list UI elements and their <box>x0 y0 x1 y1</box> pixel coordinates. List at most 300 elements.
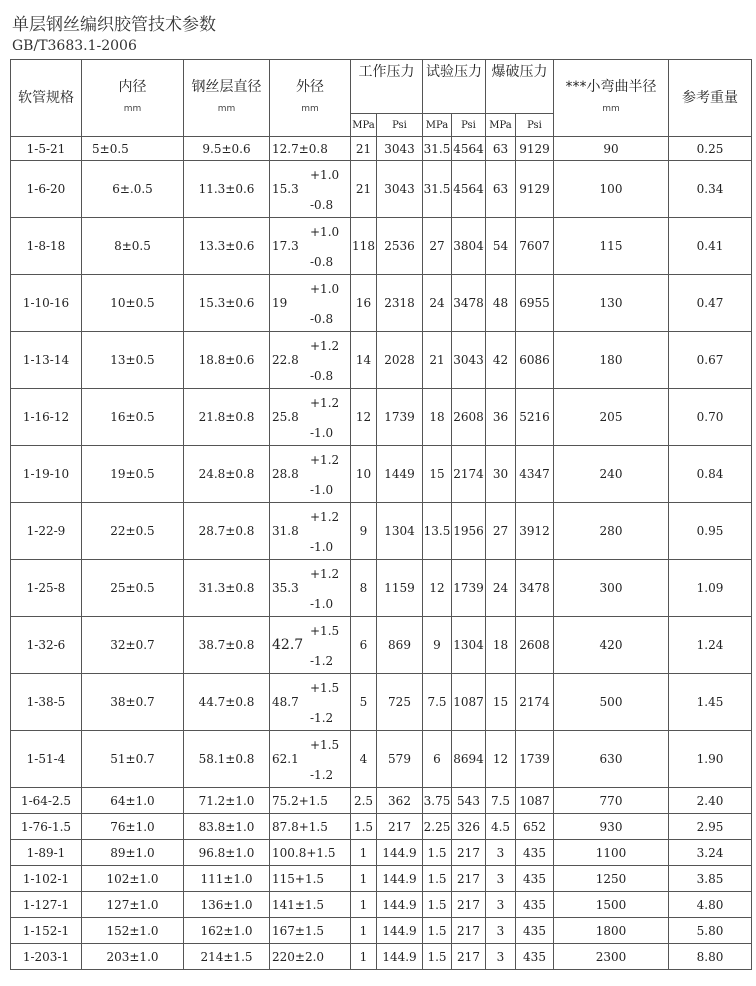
cell-bp: 9129 <box>516 161 554 218</box>
cell-bend: 300 <box>554 560 669 617</box>
cell-tm: 1.5 <box>423 866 452 892</box>
cell-inner: 6±.0.5 <box>82 161 184 218</box>
cell-bend: 1800 <box>554 918 669 944</box>
cell-wire: 18.8±0.6 <box>184 332 270 389</box>
cell-bp: 4347 <box>516 446 554 503</box>
cell-od: 12.7±0.8 <box>270 137 351 161</box>
cell-weight: 1.24 <box>669 617 752 674</box>
table-row <box>11 918 752 944</box>
table-row <box>11 332 752 389</box>
cell-od <box>270 275 351 332</box>
cell-spec: 1-19-10 <box>11 446 82 503</box>
cell-tp: 3043 <box>452 332 486 389</box>
cell-tm: 21 <box>423 332 452 389</box>
cell-inner: 64±1.0 <box>82 788 184 814</box>
od-base: 28.8 <box>272 467 299 481</box>
cell-wp: 1739 <box>377 389 423 446</box>
od-lower-tolerance: -1.0 <box>310 483 334 497</box>
cell-tm: 13.5 <box>423 503 452 560</box>
cell-wp: 1159 <box>377 560 423 617</box>
cell-wire: 38.7±0.8 <box>184 617 270 674</box>
cell-od <box>270 674 351 731</box>
cell-wp: 144.9 <box>377 944 423 970</box>
cell-od <box>270 161 351 218</box>
cell-tm: 31.5 <box>423 161 452 218</box>
cell-wm: 8 <box>351 560 377 617</box>
cell-bp: 3478 <box>516 560 554 617</box>
cell-bp: 7607 <box>516 218 554 275</box>
header-bend <box>554 60 669 137</box>
page-title: 单层钢丝编织胶管技术参数 <box>12 15 216 35</box>
cell-spec: 1-6-20 <box>11 161 82 218</box>
header-work-mpa: MPa <box>351 114 377 137</box>
cell-tm: 15 <box>423 446 452 503</box>
table-row <box>11 944 752 970</box>
cell-bm: 63 <box>486 161 516 218</box>
cell-wp: 869 <box>377 617 423 674</box>
header-burst-psi: Psi <box>516 114 554 137</box>
cell-bend: 240 <box>554 446 669 503</box>
header-bend-unit: mm <box>602 104 620 114</box>
cell-wm: 1.5 <box>351 814 377 840</box>
table-row <box>11 731 752 788</box>
od-lower-tolerance: -1.2 <box>310 711 334 725</box>
cell-bend: 1250 <box>554 866 669 892</box>
cell-spec: 1-51-4 <box>11 731 82 788</box>
cell-wire: 28.7±0.8 <box>184 503 270 560</box>
cell-wp: 144.9 <box>377 866 423 892</box>
cell-bm: 3 <box>486 892 516 918</box>
cell-spec: 1-22-9 <box>11 503 82 560</box>
od-upper-tolerance: +1.0 <box>310 225 340 239</box>
od-base: 35.3 <box>272 581 299 595</box>
cell-spec: 1-10-16 <box>11 275 82 332</box>
table-row <box>11 446 752 503</box>
cell-weight: 0.47 <box>669 275 752 332</box>
cell-bm: 54 <box>486 218 516 275</box>
cell-tp: 217 <box>452 944 486 970</box>
cell-wire: 83.8±1.0 <box>184 814 270 840</box>
cell-bm: 3 <box>486 918 516 944</box>
cell-weight: 8.80 <box>669 944 752 970</box>
cell-bend: 1100 <box>554 840 669 866</box>
od-upper-tolerance: +1.5 <box>310 624 340 638</box>
cell-spec: 1-8-18 <box>11 218 82 275</box>
cell-bp: 5216 <box>516 389 554 446</box>
od-upper-tolerance: +1.2 <box>310 396 340 410</box>
cell-wm: 1 <box>351 944 377 970</box>
cell-bp: 1087 <box>516 788 554 814</box>
cell-bend: 930 <box>554 814 669 840</box>
od-lower-tolerance: -1.2 <box>310 654 334 668</box>
cell-spec: 1-16-12 <box>11 389 82 446</box>
cell-bm: 36 <box>486 389 516 446</box>
header-work-psi: Psi <box>377 114 423 137</box>
cell-bend: 180 <box>554 332 669 389</box>
cell-wp: 1304 <box>377 503 423 560</box>
cell-bm: 15 <box>486 674 516 731</box>
cell-tp: 1739 <box>452 560 486 617</box>
header-wire-unit: mm <box>217 104 236 114</box>
header-outer-label: 外径 <box>296 79 324 95</box>
cell-weight: 0.95 <box>669 503 752 560</box>
od-base: 22.8 <box>272 353 299 367</box>
cell-tp: 217 <box>452 892 486 918</box>
cell-bend: 205 <box>554 389 669 446</box>
cell-tm: 6 <box>423 731 452 788</box>
cell-inner: 16±0.5 <box>82 389 184 446</box>
cell-wp: 725 <box>377 674 423 731</box>
cell-weight: 1.45 <box>669 674 752 731</box>
table-row <box>11 389 752 446</box>
cell-weight: 1.09 <box>669 560 752 617</box>
cell-od <box>270 503 351 560</box>
table-row <box>11 275 752 332</box>
od-base: 31.8 <box>272 524 299 538</box>
cell-inner: 10±0.5 <box>82 275 184 332</box>
cell-wm: 1 <box>351 840 377 866</box>
cell-wm: 10 <box>351 446 377 503</box>
header-inner-label: 内径 <box>118 79 147 95</box>
cell-inner: 89±1.0 <box>82 840 184 866</box>
cell-bp: 9129 <box>516 137 554 161</box>
cell-wire: 24.8±0.8 <box>184 446 270 503</box>
header-outer <box>270 60 351 137</box>
cell-od <box>270 617 351 674</box>
cell-wire: 44.7±0.8 <box>184 674 270 731</box>
cell-spec: 1-127-1 <box>11 892 82 918</box>
cell-bend: 2300 <box>554 944 669 970</box>
cell-wp: 3043 <box>377 161 423 218</box>
cell-wire: 31.3±0.8 <box>184 560 270 617</box>
cell-wp: 362 <box>377 788 423 814</box>
cell-bm: 4.5 <box>486 814 516 840</box>
cell-bp: 1739 <box>516 731 554 788</box>
cell-bend: 1500 <box>554 892 669 918</box>
cell-od <box>270 332 351 389</box>
cell-bm: 24 <box>486 560 516 617</box>
cell-wm: 12 <box>351 389 377 446</box>
cell-bm: 18 <box>486 617 516 674</box>
cell-wire: 15.3±0.6 <box>184 275 270 332</box>
cell-tm: 27 <box>423 218 452 275</box>
cell-inner: 51±0.7 <box>82 731 184 788</box>
cell-wire: 96.8±1.0 <box>184 840 270 866</box>
cell-tp: 217 <box>452 866 486 892</box>
cell-spec: 1-89-1 <box>11 840 82 866</box>
cell-od <box>270 389 351 446</box>
cell-tm: 24 <box>423 275 452 332</box>
cell-wm: 5 <box>351 674 377 731</box>
cell-bp: 435 <box>516 892 554 918</box>
cell-inner: 13±0.5 <box>82 332 184 389</box>
cell-tm: 12 <box>423 560 452 617</box>
cell-od: 100.8+1.5 <box>270 840 351 866</box>
cell-tp: 1956 <box>452 503 486 560</box>
cell-weight: 4.80 <box>669 892 752 918</box>
cell-bp: 435 <box>516 866 554 892</box>
cell-tm: 1.5 <box>423 892 452 918</box>
cell-wm: 16 <box>351 275 377 332</box>
cell-wire: 21.8±0.8 <box>184 389 270 446</box>
cell-bend: 500 <box>554 674 669 731</box>
header-test: 试验压力 <box>423 60 486 114</box>
cell-wire: 71.2±1.0 <box>184 788 270 814</box>
od-base: 25.8 <box>272 410 299 424</box>
od-upper-tolerance: +1.2 <box>310 510 340 524</box>
cell-inner: 19±0.5 <box>82 446 184 503</box>
cell-od <box>270 731 351 788</box>
od-lower-tolerance: -1.2 <box>310 768 334 782</box>
table-row <box>11 814 752 840</box>
table-row <box>11 674 752 731</box>
cell-bend: 115 <box>554 218 669 275</box>
cell-bm: 3 <box>486 866 516 892</box>
header-wire-label: 钢丝层直径 <box>191 79 262 95</box>
cell-wire: 111±1.0 <box>184 866 270 892</box>
od-lower-tolerance: -0.8 <box>310 255 334 269</box>
cell-bend: 630 <box>554 731 669 788</box>
table-row <box>11 840 752 866</box>
cell-weight: 0.67 <box>669 332 752 389</box>
cell-bend: 280 <box>554 503 669 560</box>
od-base: 62.1 <box>272 752 299 766</box>
cell-bp: 2174 <box>516 674 554 731</box>
cell-spec: 1-25-8 <box>11 560 82 617</box>
cell-tp: 3804 <box>452 218 486 275</box>
cell-bm: 27 <box>486 503 516 560</box>
cell-weight: 0.70 <box>669 389 752 446</box>
cell-wm: 21 <box>351 161 377 218</box>
cell-wm: 21 <box>351 137 377 161</box>
cell-weight: 0.34 <box>669 161 752 218</box>
cell-inner: 32±0.7 <box>82 617 184 674</box>
cell-tp: 4564 <box>452 137 486 161</box>
cell-inner: 102±1.0 <box>82 866 184 892</box>
cell-od <box>270 446 351 503</box>
header-burst: 爆破压力 <box>486 60 554 114</box>
cell-inner: 22±0.5 <box>82 503 184 560</box>
cell-wm: 14 <box>351 332 377 389</box>
cell-weight: 3.85 <box>669 866 752 892</box>
cell-tm: 7.5 <box>423 674 452 731</box>
cell-inner: 5±0.5 <box>82 137 184 161</box>
cell-wp: 144.9 <box>377 892 423 918</box>
od-lower-tolerance: -1.0 <box>310 540 334 554</box>
cell-wire: 214±1.5 <box>184 944 270 970</box>
cell-bm: 63 <box>486 137 516 161</box>
od-upper-tolerance: +1.2 <box>310 453 340 467</box>
cell-weight: 0.41 <box>669 218 752 275</box>
cell-spec: 1-152-1 <box>11 918 82 944</box>
header-inner-unit: mm <box>123 104 142 114</box>
cell-wp: 217 <box>377 814 423 840</box>
table-row <box>11 218 752 275</box>
od-base: 42.7 <box>272 637 304 653</box>
cell-weight: 3.24 <box>669 840 752 866</box>
cell-tm: 9 <box>423 617 452 674</box>
cell-bend: 130 <box>554 275 669 332</box>
cell-bp: 6086 <box>516 332 554 389</box>
cell-bp: 435 <box>516 944 554 970</box>
cell-bp: 652 <box>516 814 554 840</box>
cell-wp: 144.9 <box>377 918 423 944</box>
cell-wire: 13.3±0.6 <box>184 218 270 275</box>
table-row <box>11 617 752 674</box>
spec-table <box>10 59 752 970</box>
cell-tm: 1.5 <box>423 840 452 866</box>
cell-inner: 76±1.0 <box>82 814 184 840</box>
cell-tp: 4564 <box>452 161 486 218</box>
cell-wm: 2.5 <box>351 788 377 814</box>
cell-spec: 1-64-2.5 <box>11 788 82 814</box>
header-burst-mpa: MPa <box>486 114 516 137</box>
cell-bend: 770 <box>554 788 669 814</box>
cell-bm: 48 <box>486 275 516 332</box>
cell-spec: 1-38-5 <box>11 674 82 731</box>
cell-spec: 1-32-6 <box>11 617 82 674</box>
cell-tp: 1304 <box>452 617 486 674</box>
header-work: 工作压力 <box>351 60 423 114</box>
cell-bend: 420 <box>554 617 669 674</box>
cell-tm: 31.5 <box>423 137 452 161</box>
table-row <box>11 892 752 918</box>
cell-wp: 1449 <box>377 446 423 503</box>
table-row <box>11 788 752 814</box>
od-lower-tolerance: -0.8 <box>310 369 334 383</box>
header-test-mpa: MPa <box>423 114 452 137</box>
cell-bp: 435 <box>516 918 554 944</box>
cell-tp: 543 <box>452 788 486 814</box>
cell-od: 220±2.0 <box>270 944 351 970</box>
cell-bp: 6955 <box>516 275 554 332</box>
cell-spec: 1-203-1 <box>11 944 82 970</box>
od-lower-tolerance: -0.8 <box>310 312 334 326</box>
header-outer-unit: mm <box>301 104 319 114</box>
od-base: 48.7 <box>272 695 299 709</box>
od-lower-tolerance: -1.0 <box>310 426 334 440</box>
cell-bm: 12 <box>486 731 516 788</box>
cell-inner: 127±1.0 <box>82 892 184 918</box>
cell-wire: 162±1.0 <box>184 918 270 944</box>
header-weight: 参考重量 <box>669 60 752 137</box>
cell-tm: 18 <box>423 389 452 446</box>
standard-code: GB/T3683.1-2006 <box>12 38 137 54</box>
cell-spec: 1-102-1 <box>11 866 82 892</box>
table-row <box>11 161 752 218</box>
cell-od: 75.2+1.5 <box>270 788 351 814</box>
cell-bm: 7.5 <box>486 788 516 814</box>
cell-inner: 25±0.5 <box>82 560 184 617</box>
cell-tm: 3.75 <box>423 788 452 814</box>
cell-wm: 4 <box>351 731 377 788</box>
cell-wm: 1 <box>351 892 377 918</box>
cell-tm: 1.5 <box>423 944 452 970</box>
table-row <box>11 866 752 892</box>
cell-spec: 1-5-21 <box>11 137 82 161</box>
cell-wire: 58.1±0.8 <box>184 731 270 788</box>
cell-bm: 30 <box>486 446 516 503</box>
cell-wp: 2028 <box>377 332 423 389</box>
header-test-psi: Psi <box>452 114 486 137</box>
cell-weight: 2.95 <box>669 814 752 840</box>
cell-wp: 3043 <box>377 137 423 161</box>
cell-tp: 217 <box>452 840 486 866</box>
cell-spec: 1-76-1.5 <box>11 814 82 840</box>
cell-inner: 8±0.5 <box>82 218 184 275</box>
cell-bend: 100 <box>554 161 669 218</box>
cell-od: 115+1.5 <box>270 866 351 892</box>
table-row <box>11 137 752 161</box>
cell-wm: 9 <box>351 503 377 560</box>
cell-tp: 8694 <box>452 731 486 788</box>
cell-bm: 3 <box>486 944 516 970</box>
cell-wm: 1 <box>351 918 377 944</box>
cell-weight: 5.80 <box>669 918 752 944</box>
cell-wp: 2318 <box>377 275 423 332</box>
cell-weight: 0.84 <box>669 446 752 503</box>
cell-od: 87.8+1.5 <box>270 814 351 840</box>
cell-weight: 2.40 <box>669 788 752 814</box>
cell-inner: 203±1.0 <box>82 944 184 970</box>
cell-wp: 2536 <box>377 218 423 275</box>
cell-wire: 11.3±0.6 <box>184 161 270 218</box>
cell-weight: 0.25 <box>669 137 752 161</box>
header-spec: 软管规格 <box>11 60 82 137</box>
od-upper-tolerance: +1.0 <box>310 168 340 182</box>
cell-wp: 579 <box>377 731 423 788</box>
cell-wire: 9.5±0.6 <box>184 137 270 161</box>
cell-spec: 1-13-14 <box>11 332 82 389</box>
od-lower-tolerance: -0.8 <box>310 198 334 212</box>
od-lower-tolerance: -1.0 <box>310 597 334 611</box>
cell-inner: 152±1.0 <box>82 918 184 944</box>
cell-tp: 326 <box>452 814 486 840</box>
cell-od: 167±1.5 <box>270 918 351 944</box>
od-upper-tolerance: +1.5 <box>310 738 340 752</box>
cell-wm: 1 <box>351 866 377 892</box>
cell-tp: 1087 <box>452 674 486 731</box>
cell-tp: 3478 <box>452 275 486 332</box>
od-base: 15.3 <box>272 182 299 196</box>
table-row <box>11 560 752 617</box>
cell-wm: 118 <box>351 218 377 275</box>
cell-wire: 136±1.0 <box>184 892 270 918</box>
cell-bm: 3 <box>486 840 516 866</box>
cell-tp: 2608 <box>452 389 486 446</box>
od-base: 17.3 <box>272 239 299 253</box>
cell-bend: 90 <box>554 137 669 161</box>
cell-weight: 1.90 <box>669 731 752 788</box>
cell-wp: 144.9 <box>377 840 423 866</box>
cell-od <box>270 560 351 617</box>
cell-tp: 217 <box>452 918 486 944</box>
cell-wm: 6 <box>351 617 377 674</box>
table-body <box>11 137 752 970</box>
header-wire <box>184 60 270 137</box>
od-upper-tolerance: +1.5 <box>310 681 340 695</box>
cell-od: 141±1.5 <box>270 892 351 918</box>
cell-tm: 2.25 <box>423 814 452 840</box>
header-bend-label: ***小弯曲半径 <box>565 79 657 95</box>
header-inner <box>82 60 184 137</box>
od-upper-tolerance: +1.0 <box>310 282 340 296</box>
cell-od <box>270 218 351 275</box>
cell-tm: 1.5 <box>423 918 452 944</box>
cell-bp: 3912 <box>516 503 554 560</box>
table-row <box>11 503 752 560</box>
cell-bp: 435 <box>516 840 554 866</box>
